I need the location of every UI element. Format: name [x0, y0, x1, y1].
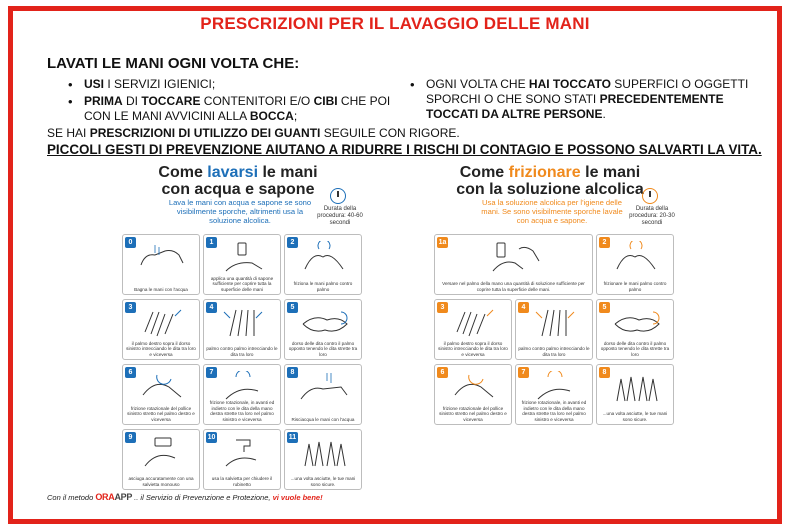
wash-step: 5 dorso delle dita contro il palmo opposto tenendo le dita strette tra loro [284, 299, 362, 360]
rub-steps-grid [434, 234, 674, 425]
wash-step: 8 Risciacqua le mani con l'acqua [284, 364, 362, 425]
poster-wash-duration: Durata della procedura: 40-60 secondi [317, 206, 363, 226]
bullet-list-right [410, 77, 750, 124]
bullet-touched-surfaces: • OGNI VOLTA CHE HAI TOCCATO SUPERFICI O OGGETTI SPORCHI O CHE SONO STATI PRECEDENTEMENTE TOCCATI DA ALTRE PERSONE. [410, 77, 750, 122]
poster-rub-subtitle: Usa la soluzione alcolica per l'igiene delle mani. Se sono visibilmente sporche lavale con acqua e sapone. [481, 198, 623, 225]
wash-step: 6 frizione rotazionale del pollice sinistro stretto nel palmo destro e viceversa [122, 364, 200, 425]
poster-wash-subtitle: Lava le mani con acqua e sapone se sono visibilmente sporche, altrimenti usa la soluzione alcolica. [168, 198, 312, 225]
rub-step: 6 frizione rotazionale del pollice sinistro stretto nel palmo destro e viceversa [434, 364, 512, 425]
poster-alcohol-rub [430, 160, 675, 490]
rub-step: 8 ...una volta asciutte, le tue mani sono sicure. [596, 364, 674, 425]
wash-steps-grid [122, 234, 362, 490]
rub-step: 1a Versare nel palmo della mano una quantità di soluzione sufficiente per coprire tutta la superficie delle mani. [434, 234, 593, 295]
poster-wash-title: Come lavarsi le mani con acqua e sapone [158, 164, 318, 198]
rub-step: 4 palmo contro palmo intrecciando le dita tra loro [515, 299, 593, 360]
footer-credit: Con il metodo ORAAPP .. il Servizio di Prevenzione e Protezione, vi vuole bene! [47, 492, 323, 502]
wash-step: 2 friziona le mani palmo contro palmo [284, 234, 362, 295]
poster-rub-title: Come frizionare le mani con la soluzione alcolica [456, 164, 644, 198]
poster-rub-duration: Durata della procedura: 20-30 secondi [629, 206, 675, 226]
wash-step: 0 Bagna le mani con l'acqua [122, 234, 200, 295]
rub-step: 3 il palmo destro sopra il dorso sinistro intrecciando le dita tra loro e viceversa [434, 299, 512, 360]
rub-step: 7 frizione rotazionale, in avanti ed indietro con le dita della mano destra strette tra loro nel palmo sinistro e viceversa [515, 364, 593, 425]
poster-wash-soap [118, 160, 363, 490]
wash-step: 11 ...una volta asciutte, le tue mani sono sicure. [284, 429, 362, 490]
bullet-list-left [68, 77, 398, 126]
rub-step: 2 frizionare le mani palmo contro palmo [596, 234, 674, 295]
gloves-note: SE HAI PRESCRIZIONI DI UTILIZZO DEI GUANTI SEGUILE CON RIGORE. [47, 126, 460, 140]
wash-step: 9 asciuga accuratamente con una salvietta monouso [122, 429, 200, 490]
wash-heading: LAVATI LE MANI OGNI VOLTA CHE: [47, 55, 300, 72]
clock-icon [330, 188, 346, 204]
wash-step: 4 palmo contro palmo intrecciando le dita tra loro [203, 299, 281, 360]
wash-step: 7 frizione rotazionale, in avanti ed indietro con le dita della mano destra strette tra loro nel palmo sinistro e viceversa [203, 364, 281, 425]
page-title: PRESCRIZIONI PER IL LAVAGGIO DELLE MANI [200, 14, 590, 33]
wash-step: 3 il palmo destro sopra il dorso sinistro intrecciando le dita tra loro e viceversa [122, 299, 200, 360]
clock-icon [642, 188, 658, 204]
bullet-toilet: • USI I SERVIZI IGIENICI; [68, 77, 398, 92]
oraapp-logo: ORAAPP [95, 492, 133, 502]
bullet-before-food: • PRIMA DI TOCCARE CONTENITORI E/O CIBI CHE POI CON LE MANI AVVICINI ALLA BOCCA; [68, 94, 398, 124]
wash-step: 1 applica una quantità di sapone sufficiente per coprire tutta la superficie delle mani [203, 234, 281, 295]
rub-step: 5 dorso delle dita contro il palmo opposto tenendo le dita strette tra loro [596, 299, 674, 360]
prevention-slogan: PICCOLI GESTI DI PREVENZIONE AIUTANO A RIDURRE I RISCHI DI CONTAGIO E POSSONO SALVARTI LA VITA. [47, 142, 762, 157]
wash-step: 10 usa la salvietta per chiudere il rubinetto [203, 429, 281, 490]
